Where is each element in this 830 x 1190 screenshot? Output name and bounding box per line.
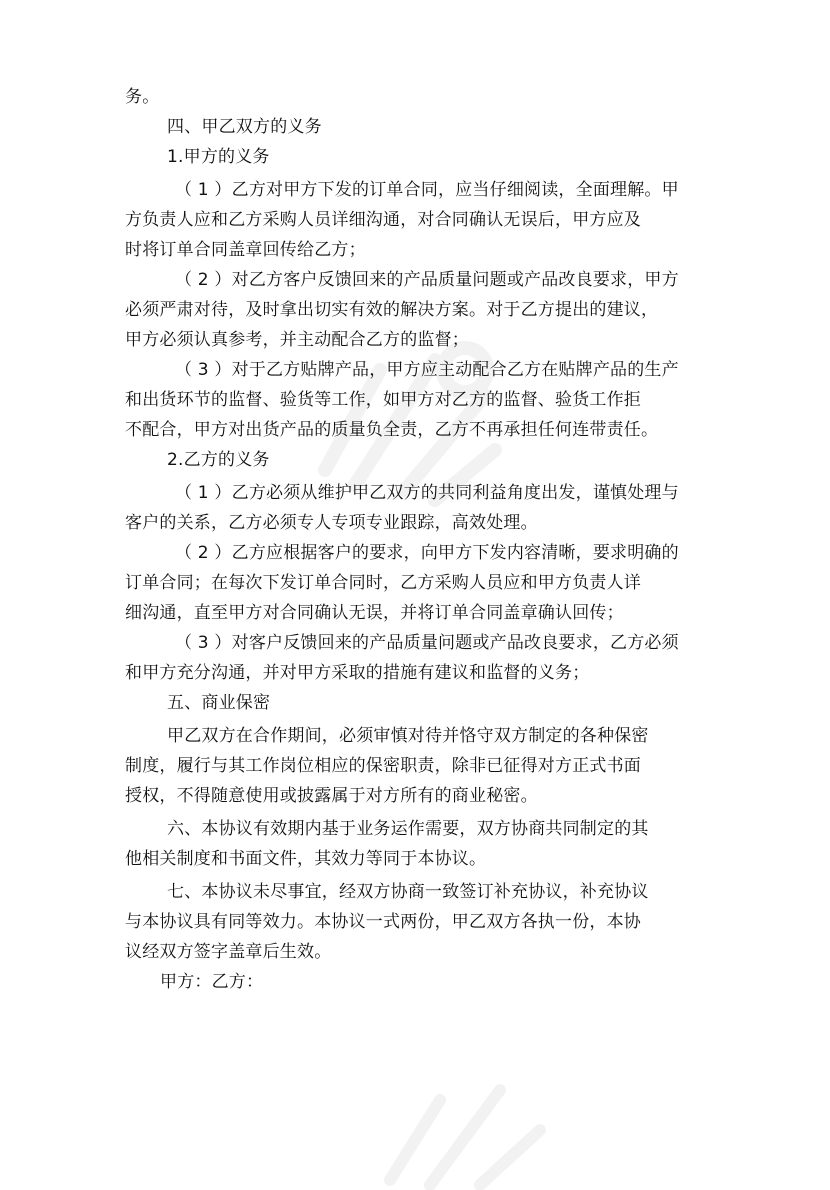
paragraph-party-a-item-3: [125, 355, 715, 445]
text-line: 七、本协议未尽事宜，经双方协商一致签订补充协议，补充协议: [167, 882, 649, 902]
text-line: 和出货环节的监督、验货等工作，如甲方对乙方的监督、验货工作拒: [125, 390, 641, 410]
subheading-party-b-obligations: [125, 445, 715, 475]
text-line: 和甲方充分沟通，并对甲方采取的措施有建议和监督的义务；: [125, 663, 590, 683]
text-line: 六、本协议有效期内基于业务运作需要，双方协商共同制定的其: [167, 819, 649, 839]
text-line: 甲方：乙方：: [160, 972, 264, 992]
text-line: 订单合同；在每次下发订单合同时，乙方采购人员应和甲方负责人详: [125, 573, 641, 593]
text-line: 四、甲乙双方的义务: [167, 117, 322, 137]
text-line: 客户的关系，乙方必须专人专项专业跟踪，高效处理。: [125, 513, 538, 533]
text-line: 甲方必须认真参考，并主动配合乙方的监督；: [125, 330, 469, 350]
paragraph-party-a-item-1: [125, 175, 715, 265]
text-line: 议经双方签字盖章后生效。: [125, 942, 332, 962]
paragraph-party-a-item-2: [125, 265, 715, 355]
paragraph-party-b-item-2: [125, 538, 715, 628]
text-line: （ 3 ）对客户反馈回来的产品质量问题或产品改良要求，乙方必须: [175, 633, 679, 653]
text-line: 务。: [125, 87, 160, 107]
paragraph-continuation: [125, 82, 715, 112]
paragraph-clause-six: [125, 814, 715, 874]
section-heading-obligations: [125, 112, 715, 142]
paragraph-party-b-item-1: [125, 478, 715, 538]
signature-line: [125, 967, 715, 997]
paragraph-confidentiality: [125, 721, 715, 811]
text-line: （ 1 ）乙方对甲方下发的订单合同，应当仔细阅读，全面理解。甲: [175, 180, 679, 200]
subheading-party-a-obligations: [125, 142, 715, 172]
text-line: 2.乙方的义务: [167, 450, 270, 470]
text-line: 授权，不得随意使用或披露属于对方所有的商业秘密。: [125, 786, 538, 806]
text-line: （ 2 ）对乙方客户反馈回来的产品质量问题或产品改良要求，甲方: [175, 270, 679, 290]
text-line: （ 2 ）乙方应根据客户的要求，向甲方下发内容清晰，要求明确的: [175, 543, 679, 563]
paragraph-clause-seven: [125, 877, 715, 967]
text-line: 细沟通，直至甲方对合同确认无误，并将订单合同盖章确认回传；: [125, 603, 624, 623]
text-line: 与本协议具有同等效力。本协议一式两份，甲乙双方各执一份，本协: [125, 912, 641, 932]
text-line: （ 1 ）乙方必须从维护甲乙双方的共同利益角度出发，谨慎处理与: [175, 483, 679, 503]
watermark-logo-icon: [360, 1040, 560, 1190]
text-line: 五、商业保密: [167, 693, 271, 713]
text-line: 他相关制度和书面文件，其效力等同于本协议。: [125, 849, 487, 869]
text-line: 甲乙双方在合作期间，必须审慎对待并恪守双方制定的各种保密: [167, 726, 649, 746]
paragraph-party-b-item-3: [125, 628, 715, 688]
text-line: 必须严肃对待，及时拿出切实有效的解决方案。对于乙方提出的建议，: [125, 300, 659, 320]
document-body: [125, 82, 715, 997]
text-line: 不配合，甲方对出货产品的质量负全责，乙方不再承担任何连带责任。: [125, 420, 659, 440]
text-line: 时将订单合同盖章回传给乙方；: [125, 240, 366, 260]
text-line: （ 3 ）对于乙方贴牌产品，甲方应主动配合乙方在贴牌产品的生产: [175, 360, 679, 380]
text-line: 1.甲方的义务: [167, 147, 270, 167]
section-heading-confidentiality: [125, 688, 715, 718]
text-line: 制度，履行与其工作岗位相应的保密职责，除非已征得对方正式书面: [125, 756, 641, 776]
text-line: 方负责人应和乙方采购人员详细沟通，对合同确认无误后，甲方应及: [125, 210, 641, 230]
